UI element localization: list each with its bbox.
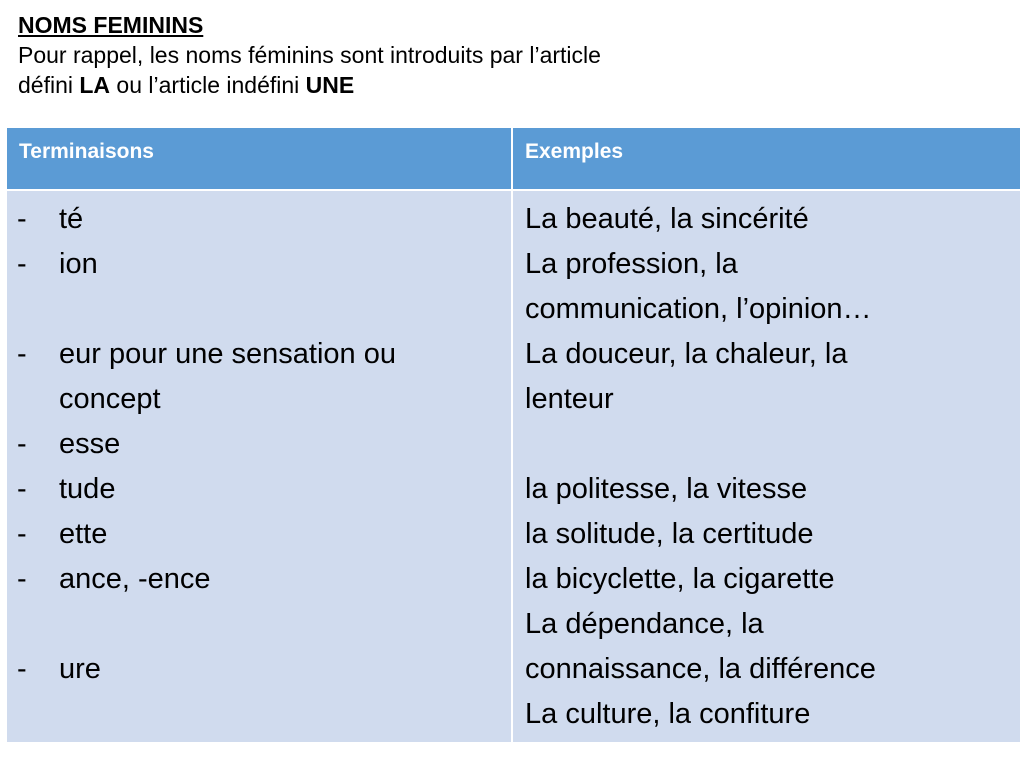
- example-line: La culture, la confiture: [525, 698, 811, 730]
- example-line: La beauté, la sincérité: [525, 203, 809, 235]
- example-line: la politesse, la vitesse: [525, 473, 808, 505]
- intro-line-2-text: défini: [18, 72, 80, 98]
- terms-cell: [7, 191, 511, 742]
- term-text: ance, -ence: [59, 563, 211, 595]
- article-la: LA: [79, 72, 111, 98]
- example-line: la bicyclette, la cigarette: [525, 563, 835, 595]
- terminations-table: [7, 128, 1020, 742]
- example-line: La douceur, la chaleur, la: [525, 338, 848, 370]
- intro-block: [18, 10, 1008, 100]
- term-text: eur pour une sensation ou: [59, 338, 396, 370]
- list-dash: -: [17, 428, 27, 460]
- intro-line-2-mid: ou l’article indéfini: [110, 72, 306, 98]
- example-line: La profession, la: [525, 248, 738, 280]
- list-dash: -: [17, 338, 27, 370]
- term-text: ette: [59, 518, 108, 550]
- header-exemples: Exemples: [513, 128, 1020, 189]
- term-text: concept: [59, 383, 161, 415]
- list-dash: -: [17, 518, 27, 550]
- list-dash: -: [17, 473, 27, 505]
- list-dash: -: [17, 248, 27, 280]
- page-title: NOMS FEMININS: [18, 12, 204, 38]
- example-line: lenteur: [525, 383, 614, 415]
- list-dash: -: [17, 653, 27, 685]
- header-terminaisons: Terminaisons: [7, 128, 511, 189]
- example-line: communication, l’opinion…: [525, 293, 872, 325]
- example-line: la solitude, la certitude: [525, 518, 814, 550]
- example-line: La dépendance, la: [525, 608, 764, 640]
- article-une: UNE: [305, 72, 355, 98]
- list-dash: -: [17, 563, 27, 595]
- term-text: ure: [59, 653, 101, 685]
- intro-line-2: [18, 70, 1008, 100]
- term-text: esse: [59, 428, 121, 460]
- list-dash: -: [17, 203, 27, 235]
- example-line: connaissance, la différence: [525, 653, 876, 685]
- term-text: ion: [59, 248, 98, 280]
- intro-line-1: Pour rappel, les noms féminins sont introduits par l’article: [18, 42, 601, 68]
- term-text: té: [59, 203, 84, 235]
- term-text: tude: [59, 473, 116, 505]
- examples-cell: [513, 191, 1020, 742]
